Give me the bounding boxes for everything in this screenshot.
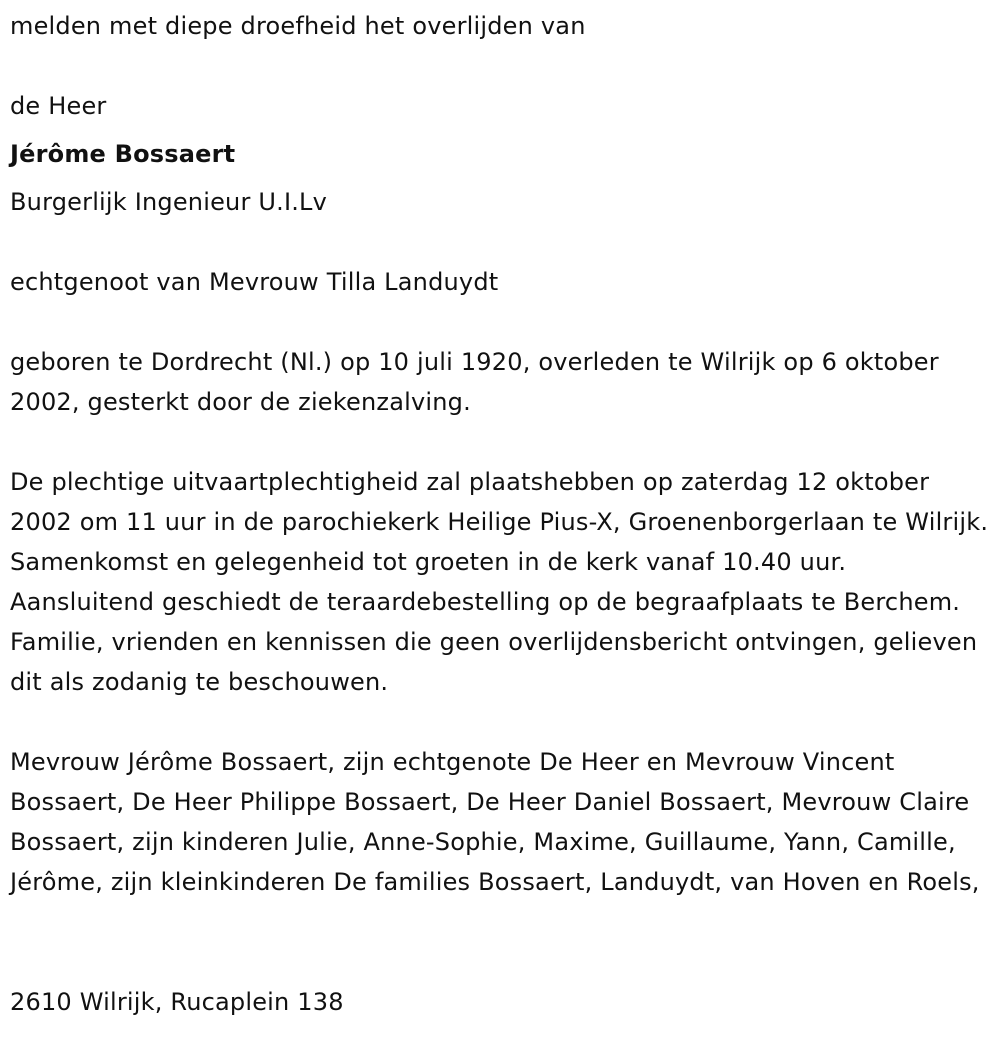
address-line: 2610 Wilrijk, Rucaplein 138 [10, 988, 344, 1016]
funeral-paragraph: De plechtige uitvaartplechtigheid zal plaatshebben op zaterdag 12 oktober 2002 om 11 uur in de parochiekerk Heilige Pius-X, Groenenborgerlaan te Wilrijk. Samenkomst en gelegenheid tot groeten in de kerk vanaf 10.40 uur. Aansluitend geschiedt de teraardebestelling op de begraafplaats te Berchem. Familie, vrienden en kennissen die geen overlijdensbericht ontvingen, gelieven dit als zodanig te beschouwen. [10, 468, 989, 696]
intro-text: melden met diepe droefheid het overlijden van [10, 12, 586, 40]
honorific: de Heer [10, 92, 107, 120]
family-paragraph: Mevrouw Jérôme Bossaert, zijn echtgenote De Heer en Mevrouw Vincent Bossaert, De Heer Philippe Bossaert, De Heer Daniel Bossaert, Mevrouw Claire Bossaert, zijn kinderen Julie, Anne-Sophie, Maxime, Guillaume, Yann, Camille, Jérôme, zijn kleinkinderen De families Bossaert, Landuydt, van Hoven en Roels, [10, 748, 980, 896]
spouse-line: echtgenoot van Mevrouw Tilla Landuydt [10, 268, 499, 296]
deceased-title: Burgerlijk Ingenieur U.I.Lv [10, 188, 328, 216]
deceased-name: Jérôme Bossaert [10, 140, 236, 168]
birth-death-paragraph: geboren te Dordrecht (Nl.) op 10 juli 1920, overleden te Wilrijk op 6 oktober 2002, gesterkt door de ziekenzalving. [10, 348, 939, 416]
